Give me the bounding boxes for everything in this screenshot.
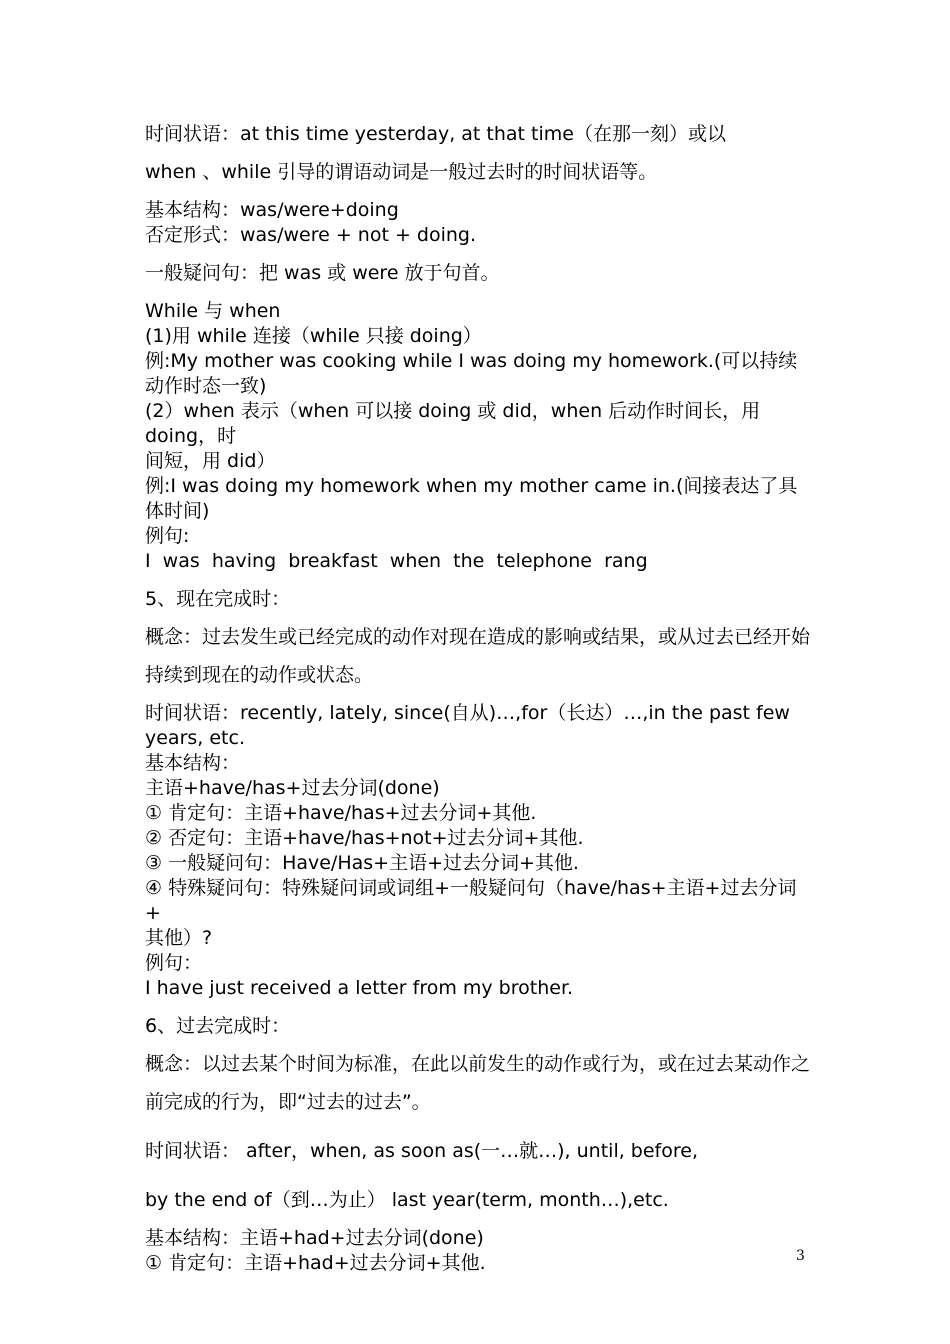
- text-line: 时间状语： after，when, as soon as(一…就…), until, before,: [145, 1140, 698, 1162]
- text-line: (2）when 表示（when 可以接 doing 或 did，when 后动作时间长，用 doing，时: [145, 400, 767, 447]
- text-line: 基本结构：主语+had+过去分词(done): [145, 1227, 484, 1249]
- text-line: 体时间): [145, 500, 210, 522]
- text-line: 概念：以过去某个时间为标准，在此以前发生的动作或行为，或在过去某动作之: [145, 1053, 811, 1075]
- section-heading: 6、过去完成时：: [145, 1015, 291, 1037]
- text-line: 一般疑问句：把 was 或 were 放于句首。: [145, 262, 500, 284]
- text-line: 时间状语：at this time yesterday, at that time（在那一刻）或以: [145, 123, 726, 145]
- text-line: 时间状语：recently, lately, since(自从)…,for（长达）…,in the past few: [145, 702, 790, 724]
- text-line: 基本结构：: [145, 752, 241, 774]
- section-heading: 5、现在完成时：: [145, 588, 291, 610]
- text-line: 否定形式：was/were + not + doing.: [145, 224, 477, 246]
- text-line: 持续到现在的动作或状态。: [145, 664, 374, 686]
- text-line: by the end of（到…为止） last year(term, month…),etc.: [145, 1189, 669, 1211]
- text-line: 例:My mother was cooking while I was doing my homework.(可以持续: [145, 350, 798, 372]
- text-line: ② 否定句：主语+have/has+not+过去分词+其他.: [145, 827, 584, 849]
- text-line: ④ 特殊疑问句：特殊疑问词或词组+一般疑问句（have/has+主语+过去分词+: [145, 877, 797, 924]
- text-line: 例:I was doing my homework when my mother came in.(间接表达了具: [145, 475, 798, 497]
- text-line: I was having breakfast when the telephone rang: [145, 550, 648, 572]
- text-line: ③ 一般疑问句：Have/Has+主语+过去分词+其他.: [145, 852, 579, 874]
- text-line: when 、while 引导的谓语动词是一般过去时的时间状语等。: [145, 161, 658, 183]
- text-line: 例句:: [145, 525, 190, 547]
- text-line: 动作时态一致): [145, 375, 267, 397]
- text-line: While 与 when: [145, 300, 281, 322]
- text-line: 主语+have/has+过去分词(done): [145, 777, 440, 799]
- text-line: 间短，用 did）: [145, 450, 276, 472]
- text-line: ① 肯定句：主语+have/has+过去分词+其他.: [145, 802, 537, 824]
- text-line: (1)用 while 连接（while 只接 doing）: [145, 325, 482, 347]
- document-body: [145, 122, 810, 1276]
- text-line: 基本结构：was/were+doing: [145, 199, 399, 221]
- text-line: years, etc.: [145, 727, 245, 749]
- text-line: ① 肯定句：主语+had+过去分词+其他.: [145, 1252, 486, 1274]
- text-line: 概念：过去发生或已经完成的动作对现在造成的影响或结果，或从过去已经开始: [145, 626, 811, 648]
- text-line: 例句：: [145, 952, 203, 974]
- text-line: I have just received a letter from my brother.: [145, 977, 574, 999]
- text-line: 其他）?: [145, 927, 213, 949]
- page-number: 3: [796, 1248, 805, 1264]
- text-line: 前完成的行为，即“过去的过去”。: [145, 1091, 431, 1113]
